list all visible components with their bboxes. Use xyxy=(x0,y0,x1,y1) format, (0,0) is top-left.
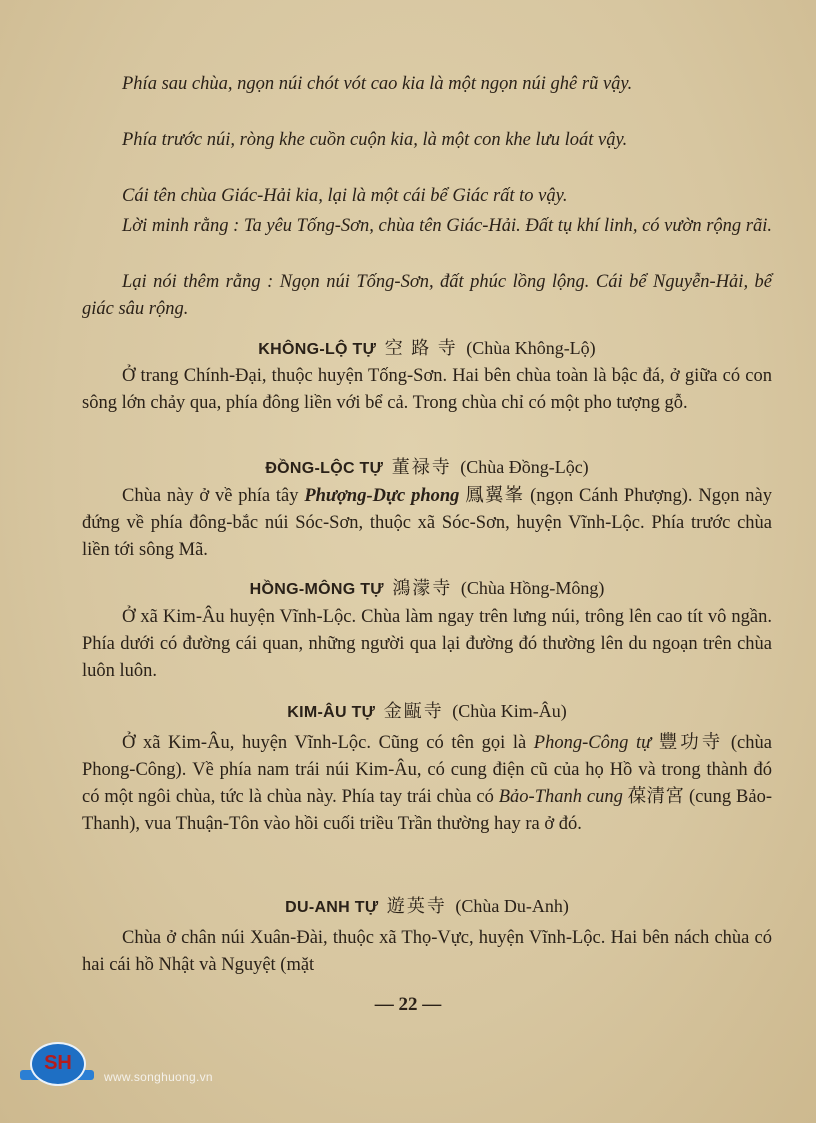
website-watermark: www.songhuong.vn xyxy=(104,1070,213,1084)
vietnamese-name: (Chùa Đồng-Lộc) xyxy=(460,457,589,477)
han-characters: 葆清宮 xyxy=(622,787,689,807)
body-text: (chùa Phong-Công). Về phía nam trái núi Kim-Âu, có cung điện cũ của họ Hồ và trong thành đó có một ngôi chùa, tức là chùa này. Phía tay trái chùa có xyxy=(82,733,772,807)
han-characters: 遊英寺 xyxy=(386,896,447,916)
body-emphasis: Phong-Công tự xyxy=(533,733,652,753)
body-text: (ngọn Cánh Phượng). Ngọn này đứng về phía đông-bắc núi Sóc-Sơn, thuộc xã Sóc-Sơn, huyện Vĩnh-Lộc. Phía trước chùa liền tới sông Mã. xyxy=(82,486,772,560)
han-characters: 豐功寺 xyxy=(651,733,731,753)
han-characters: 鳳翼峯 xyxy=(459,486,531,506)
songhuong-logo xyxy=(20,1042,94,1088)
vietnamese-name: (Chùa Không-Lộ) xyxy=(466,338,596,358)
body-text: (cung Bảo-Thanh), vua Thuận-Tôn vào hồi cuối triều Trần thường hay ra ở đó. xyxy=(82,787,772,834)
logo-mark xyxy=(30,1042,86,1086)
vietnamese-name: (Chùa Hồng-Mông) xyxy=(460,578,605,598)
vietnamese-name: (Chùa Du-Anh) xyxy=(455,896,569,916)
han-characters: 鴻濛寺 xyxy=(392,578,453,598)
body-text: Ở xã Kim-Âu, huyện Vĩnh-Lộc. Cũng có tên gọi là xyxy=(122,733,534,753)
section-body xyxy=(82,730,772,838)
temple-name: HỒNG-MÔNG TỰ xyxy=(249,581,384,598)
temple-name: KHÔNG-LỘ TỰ xyxy=(258,341,377,358)
paragraph: Cái tên chùa Giác-Hải kia, lại là một cái bể Giác rất to vậy. xyxy=(122,186,568,206)
logo-text: SH xyxy=(44,1052,72,1074)
section-heading xyxy=(82,698,772,726)
section-body: Chùa ở chân núi Xuân-Đài, thuộc xã Thọ-Vực, huyện Vĩnh-Lộc. Hai bên nách chùa có hai cái hồ Nhật và Nguyệt (mặt xyxy=(82,928,772,975)
section-heading xyxy=(82,335,772,363)
han-characters: 空 路 寺 xyxy=(384,338,458,358)
paragraph: Lời minh rằng : Ta yêu Tống-Sơn, chùa tên Giác-Hải. Đất tụ khí linh, có vườn rộng rãi. xyxy=(122,216,773,236)
temple-name: KIM-ÂU TỰ xyxy=(287,704,376,721)
han-characters: 金甌寺 xyxy=(383,701,444,721)
paragraph: Phía trước núi, ròng khe cuồn cuộn kia, là một con khe lưu loát vậy. xyxy=(122,130,628,150)
section-heading xyxy=(82,454,772,482)
section-body xyxy=(82,483,772,564)
paragraph: Phía sau chùa, ngọn núi chót vót cao kia là một ngọn núi ghê rũ vậy. xyxy=(122,74,633,94)
paragraph: Lại nói thêm rằng : Ngọn núi Tống-Sơn, đất phúc lồng lộng. Cái bể Nguyễn-Hải, bể giác sâu rộng. xyxy=(82,272,772,319)
temple-name: DU-ANH TỰ xyxy=(285,899,379,916)
section-body: Ở xã Kim-Âu huyện Vĩnh-Lộc. Chùa làm ngay trên lưng núi, trông lên cao tít vô ngần. Phía dưới có đường cái quan, những người qua lại đường đó thường lên du ngoạn trên chùa luôn luôn. xyxy=(82,607,772,681)
section-body: Ở trang Chính-Đại, thuộc huyện Tống-Sơn. Hai bên chùa toàn là bậc đá, ở giữa có con sông lớn chảy qua, phía đông liền với bể cả. Trong chùa chỉ có một pho tượng gỗ. xyxy=(82,366,772,413)
page-number: — 22 — xyxy=(374,994,442,1015)
section-heading xyxy=(82,893,772,921)
section-heading xyxy=(82,575,772,603)
body-emphasis: Phượng-Dực phong xyxy=(304,486,460,506)
body-emphasis: Bảo-Thanh cung xyxy=(498,787,623,807)
han-characters: 董禄寺 xyxy=(391,457,452,477)
body-text: Chùa này ở về phía tây xyxy=(122,486,305,506)
temple-name: ĐỒNG-LỘC TỰ xyxy=(265,460,384,477)
vietnamese-name: (Chùa Kim-Âu) xyxy=(452,701,567,721)
